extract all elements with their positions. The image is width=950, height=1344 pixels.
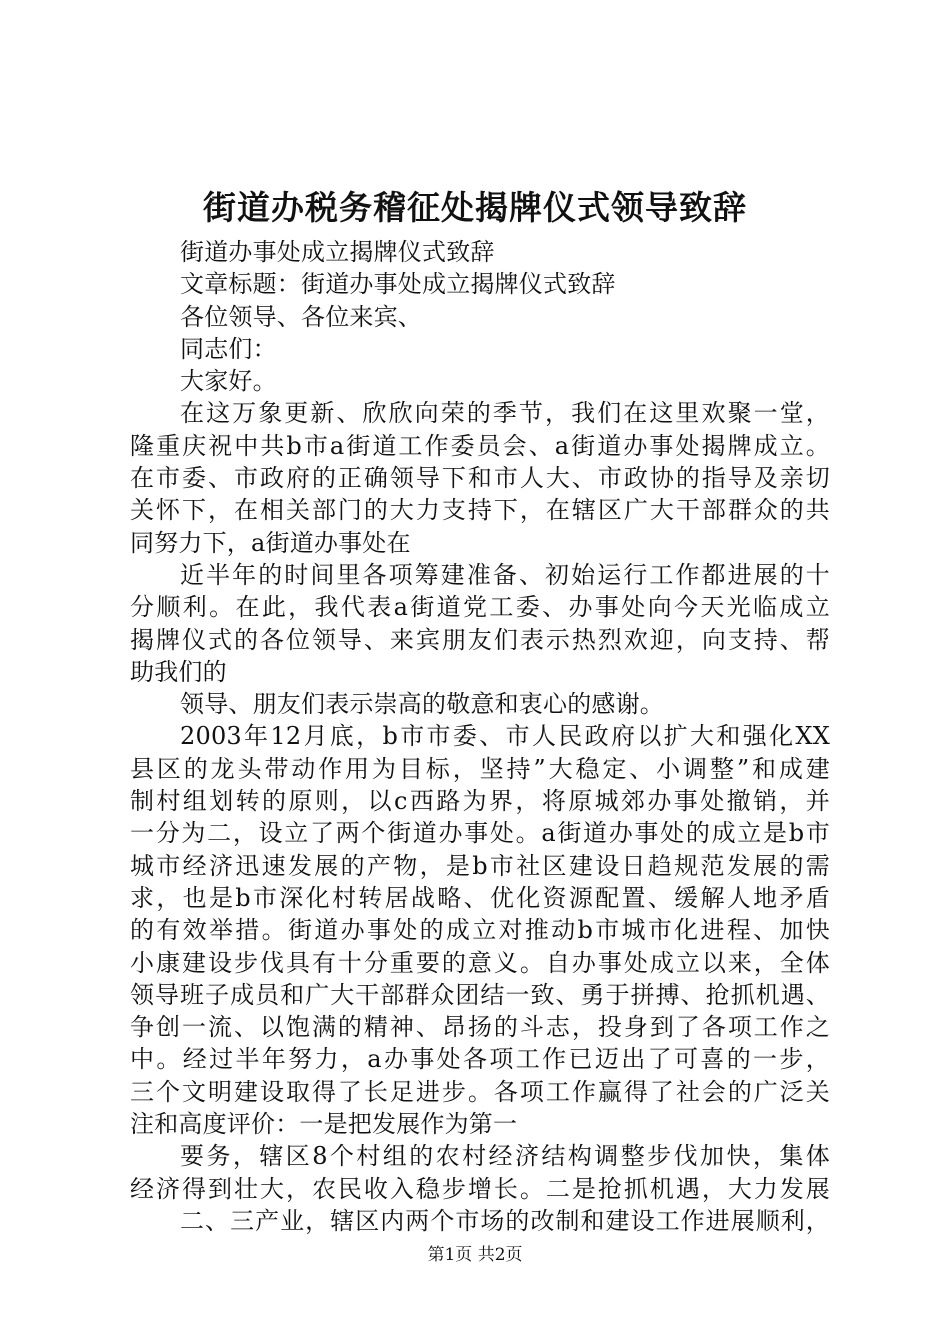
text-line: 2003年12月底，b市市委、市人民政府以扩大和强化XX xyxy=(180,722,830,751)
text-line: 助我们的 xyxy=(130,657,227,686)
text-line: 三个文明建设取得了长足进步。各项工作赢得了社会的广泛关 xyxy=(130,1077,830,1106)
document-body xyxy=(130,236,830,1237)
text-line: 注和高度评价：一是把发展作为第一 xyxy=(130,1110,518,1139)
text-line: 的有效举措。街道办事处的成立对推动b市城市化进程、加快 xyxy=(130,916,830,945)
text-line: 小康建设步伐具有十分重要的意义。自办事处成立以来，全体 xyxy=(130,948,830,977)
text-line: 在市委、市政府的正确领导下和市人大、市政协的指导及亲切 xyxy=(130,464,830,493)
page-number: 第1页 共2页 xyxy=(427,1245,523,1265)
text-line: 领导班子成员和广大干部群众团结一致、勇于拼搏、抢抓机遇、 xyxy=(130,980,830,1009)
text-line: 揭牌仪式的各位领导、来宾朋友们表示热烈欢迎，向支持、帮 xyxy=(130,625,830,654)
text-line: 要务，辖区8个村组的农村经济结构调整步伐加快，集体 xyxy=(180,1142,830,1171)
text-line: 制村组划转的原则，以c西路为界，将原城郊办事处撤销，并 xyxy=(130,787,830,816)
text-line: 文章标题：街道办事处成立揭牌仪式致辞 xyxy=(180,270,616,299)
text-line: 二、三产业，辖区内两个市场的改制和建设工作进展顺利， xyxy=(180,1206,830,1235)
text-line: 同努力下，a街道办事处在 xyxy=(130,528,411,557)
text-line: 县区的龙头带动作用为目标，坚持”大稳定、小调整”和成建 xyxy=(130,754,830,783)
text-line: 关怀下，在相关部门的大力支持下，在辖区广大干部群众的共 xyxy=(130,496,830,525)
text-line: 领导、朋友们表示崇高的敬意和衷心的感谢。 xyxy=(180,690,664,719)
text-line: 同志们： xyxy=(180,334,277,363)
text-line: 隆重庆祝中共b市a街道工作委员会、a街道办事处揭牌成立。 xyxy=(130,431,830,460)
text-line: 在这万象更新、欣欣向荣的季节，我们在这里欢聚一堂， xyxy=(180,399,830,428)
text-line: 经济得到壮大，农民收入稳步增长。二是抢抓机遇，大力发展 xyxy=(130,1174,830,1203)
text-line: 大家好。 xyxy=(180,367,277,396)
text-line: 一分为二，设立了两个街道办事处。a街道办事处的成立是b市 xyxy=(130,819,830,848)
text-line: 争创一流、以饱满的精神、昂扬的斗志，投身到了各项工作之 xyxy=(130,1013,830,1042)
text-line: 各位领导、各位来宾、 xyxy=(180,302,422,331)
text-line: 近半年的时间里各项筹建准备、初始运行工作都进展的十 xyxy=(180,560,830,589)
text-line: 城市经济迅速发展的产物，是b市社区建设日趋规范发展的需 xyxy=(130,851,830,880)
text-line: 求，也是b市深化村转居战略、优化资源配置、缓解人地矛盾 xyxy=(130,883,830,912)
text-line: 中。经过半年努力，a办事处各项工作已迈出了可喜的一步， xyxy=(130,1045,830,1074)
document-title: 街道办税务稽征处揭牌仪式领导致辞 xyxy=(203,188,747,227)
text-line: 街道办事处成立揭牌仪式致辞 xyxy=(180,238,495,266)
text-line: 分顺利。在此，我代表a街道党工委、办事处向今天光临成立 xyxy=(130,593,830,622)
